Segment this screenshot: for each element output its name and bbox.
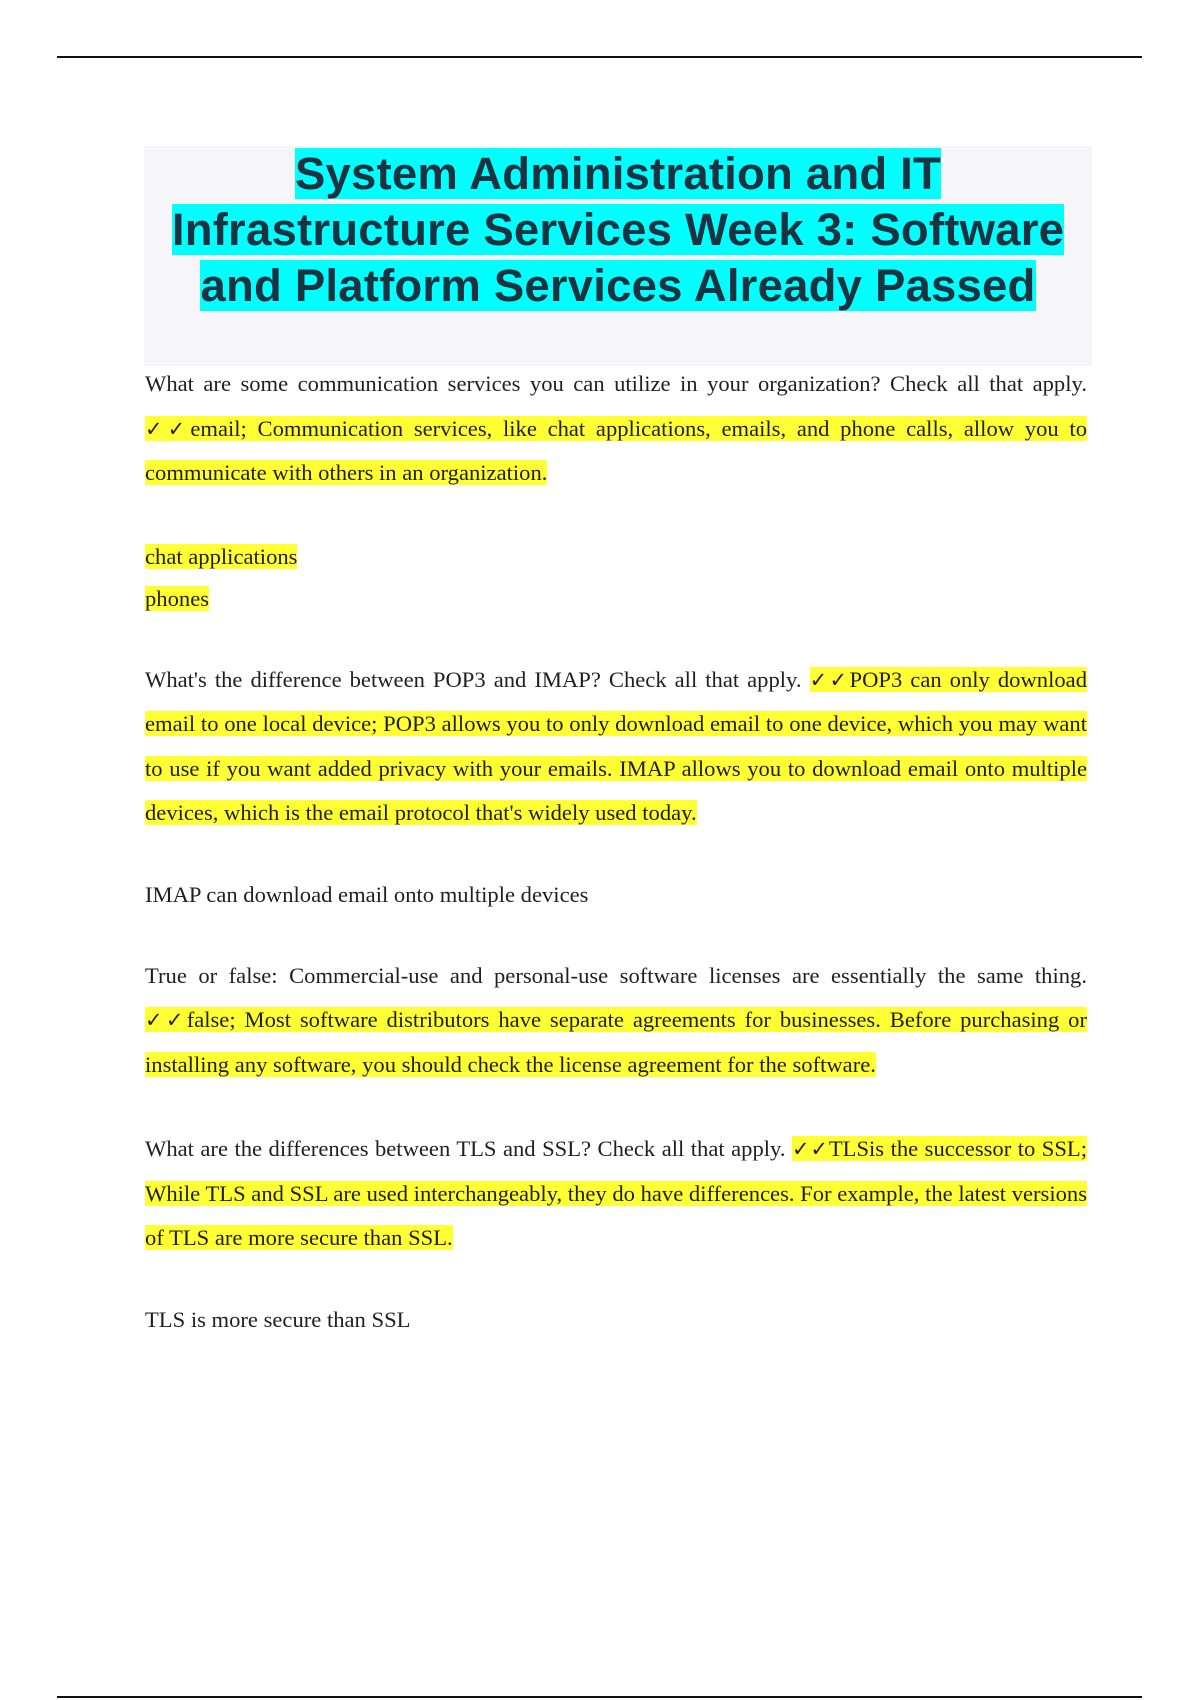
spacer bbox=[145, 1087, 1087, 1127]
answer-highlight bbox=[145, 1007, 1087, 1077]
spacer bbox=[145, 836, 1087, 874]
spacer bbox=[145, 916, 1087, 954]
answer-text: email; Communication services, like chat applications, emails, and phone calls, allow you to communicate with others in an organization. bbox=[145, 415, 1087, 485]
spacer bbox=[145, 496, 1087, 536]
option-item bbox=[145, 1299, 1087, 1341]
spacer bbox=[145, 1261, 1087, 1299]
qa-block-3 bbox=[145, 954, 1087, 1088]
option-item bbox=[145, 578, 1087, 620]
option-text: TLS is more secure than SSL bbox=[145, 1306, 411, 1332]
option-text: IMAP can download email onto multiple devices bbox=[145, 881, 589, 907]
option-item bbox=[145, 536, 1087, 578]
qa-block-2 bbox=[145, 658, 1087, 836]
answer-text: POP3 can only download email to one local device; POP3 allows you to only download email to one device, which you may want to use if you want added privacy with your emails. IMAP allows you to download email onto multiple devices, which is the email protocol that's widely used today. bbox=[145, 666, 1087, 825]
check-mark-icon: ✓✓ bbox=[145, 1008, 187, 1032]
check-mark-icon: ✓✓ bbox=[809, 667, 850, 692]
check-mark-icon: ✓✓ bbox=[792, 1137, 829, 1161]
bottom-rule bbox=[57, 1696, 1142, 1698]
answer-highlight bbox=[145, 416, 1087, 486]
question-text: True or false: Commercial-use and personal-use software licenses are essentially the same thing. bbox=[145, 962, 1087, 988]
question-text: What are some communication services you can utilize in your organization? Check all that apply. bbox=[145, 371, 1087, 396]
option-item bbox=[145, 874, 1087, 916]
spacer bbox=[145, 620, 1087, 658]
option-text: chat applications bbox=[145, 543, 298, 569]
option-text: phones bbox=[145, 585, 210, 611]
qa-block-1 bbox=[145, 362, 1087, 496]
answer-text: false; Most software distributors have separate agreements for businesses. Before purchasing or installing any software, you should check the license agreement for the software. bbox=[145, 1007, 1087, 1077]
top-rule bbox=[57, 56, 1142, 58]
answer-text: TLSis the successor to SSL; While TLS and SSL are used interchangeably, they do have differences. For example, the latest versions of TLS are more secure than SSL. bbox=[145, 1136, 1087, 1250]
question-text: What's the difference between POP3 and IMAP? Check all that apply. bbox=[145, 666, 802, 692]
document-title bbox=[144, 146, 1092, 314]
document-body bbox=[145, 362, 1087, 1341]
question-text: What are the differences between TLS and SSL? Check all that apply. bbox=[145, 1136, 786, 1161]
title-highlight: System Administration and IT Infrastructure Services Week 3: Software and Platform Services Already Passed bbox=[171, 148, 1065, 311]
check-mark-icon: ✓✓ bbox=[145, 416, 191, 441]
qa-block-4 bbox=[145, 1127, 1087, 1261]
